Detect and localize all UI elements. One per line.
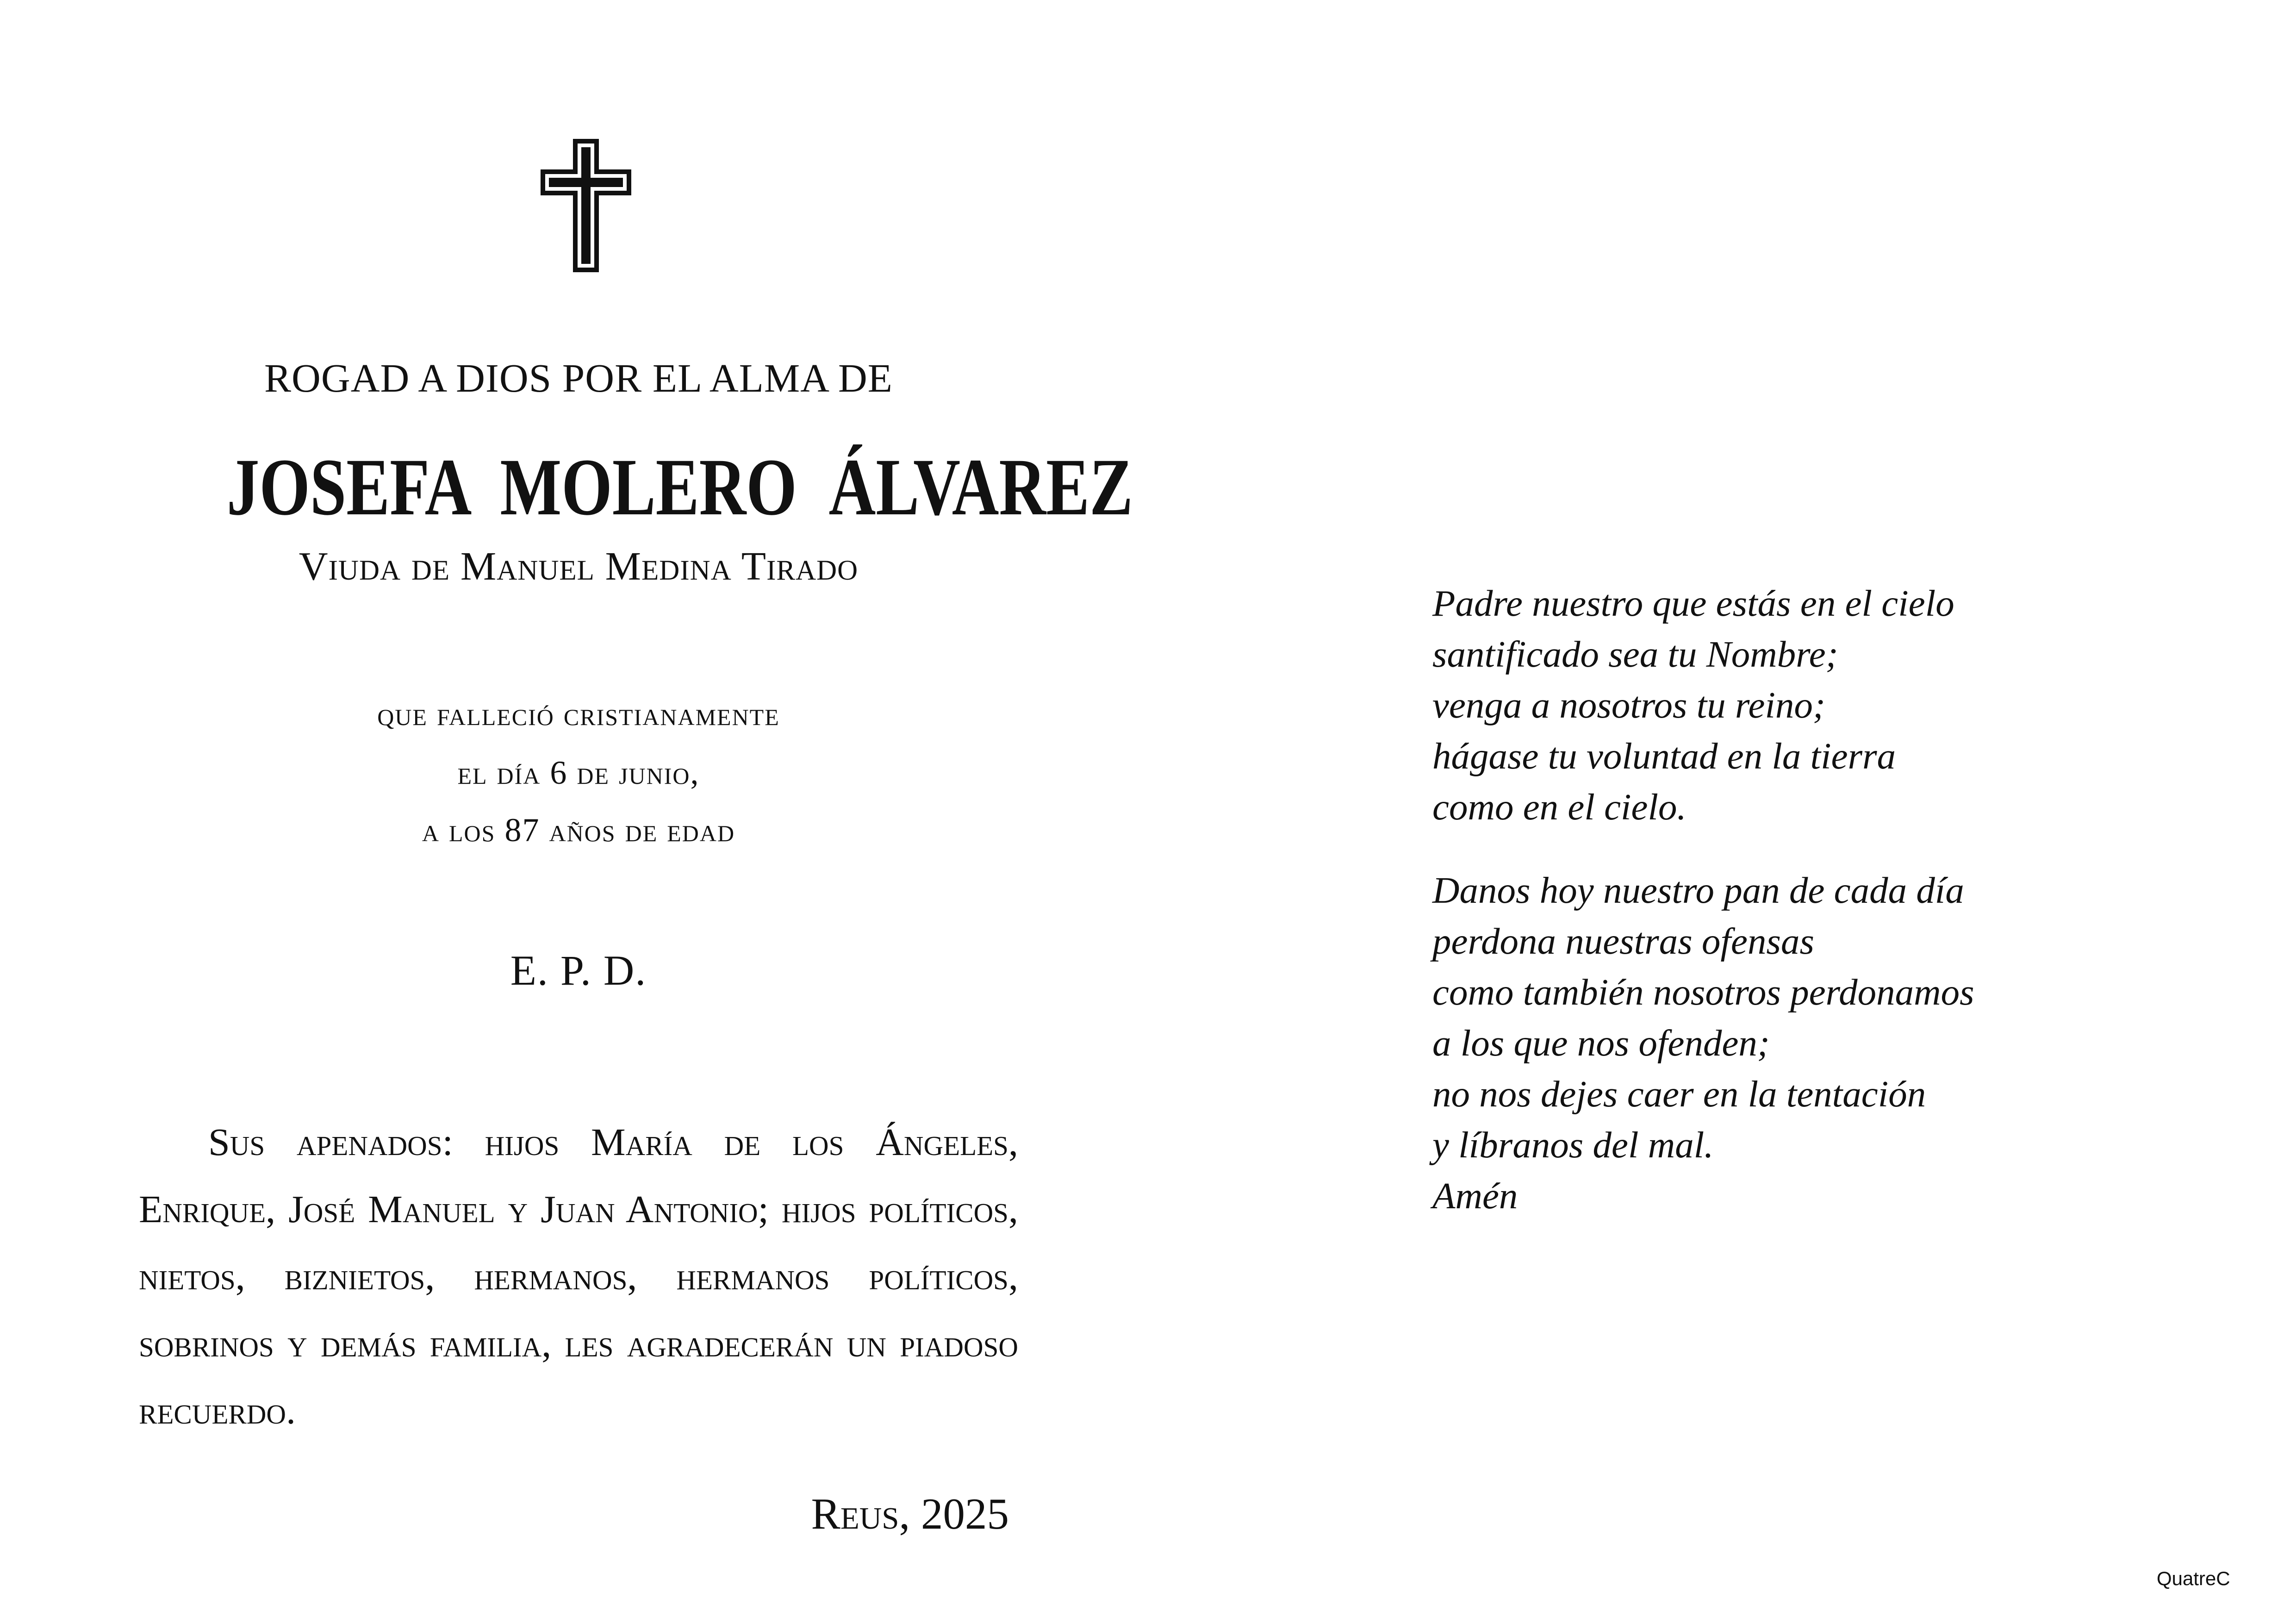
epd-text: E. P. D. — [510, 947, 647, 994]
prayer-line: y líbranos del mal. — [1432, 1124, 1714, 1166]
deceased-name: JOSEFA MOLERO ÁLVAREZ — [227, 442, 1133, 532]
prayer-line: hágase tu voluntad en la tierra — [1432, 735, 1896, 777]
death-line: que falleció cristianamente — [377, 695, 780, 732]
prayer-stanza-1 — [1432, 578, 2127, 832]
family-paragraph: Sus apenados: hijos María de los Ángeles, Enrique, José Manuel y Juan Antonio; hijos políticos, nietos, biznietos, hermanos, hermanos políticos, sobrinos y demás familia, les agradecerán un piadoso recuerdo. — [139, 1121, 1018, 1432]
death-date-line: el día 6 de junio, — [457, 754, 700, 791]
place-year: Reus, 2025 — [811, 1489, 1009, 1538]
prayer-line: venga a nosotros tu reino; — [1432, 684, 1825, 726]
prayer-line: perdona nuestras ofensas — [1432, 920, 1814, 962]
widow-line: Viuda de Manuel Medina Tirado — [299, 543, 859, 588]
prayer-line: santificado sea tu Nombre; — [1432, 633, 1838, 675]
prayer-line: no nos dejes caer en la tentación — [1432, 1073, 1926, 1115]
age-line: a los 87 años de edad — [422, 812, 735, 849]
prayer-stanza-2 — [1432, 865, 2127, 1221]
pray-line: ROGAD A DIOS POR EL ALMA DE — [264, 356, 893, 400]
prayer-line: como también nosotros perdonamos — [1432, 971, 1974, 1013]
memorial-left-panel — [139, 0, 1133, 1624]
printer-mark: QuatreC — [2157, 1568, 2230, 1589]
prayer-line: como en el cielo. — [1432, 786, 1686, 828]
prayer-line: Danos hoy nuestro pan de cada día — [1432, 869, 1964, 911]
prayer-line: a los que nos ofenden; — [1432, 1022, 1770, 1064]
latin-cross-icon — [541, 139, 631, 272]
prayer-line: Amén — [1432, 1175, 1518, 1217]
our-father-prayer — [1432, 578, 2127, 1221]
prayer-line: Padre nuestro que estás en el cielo — [1432, 582, 1954, 624]
